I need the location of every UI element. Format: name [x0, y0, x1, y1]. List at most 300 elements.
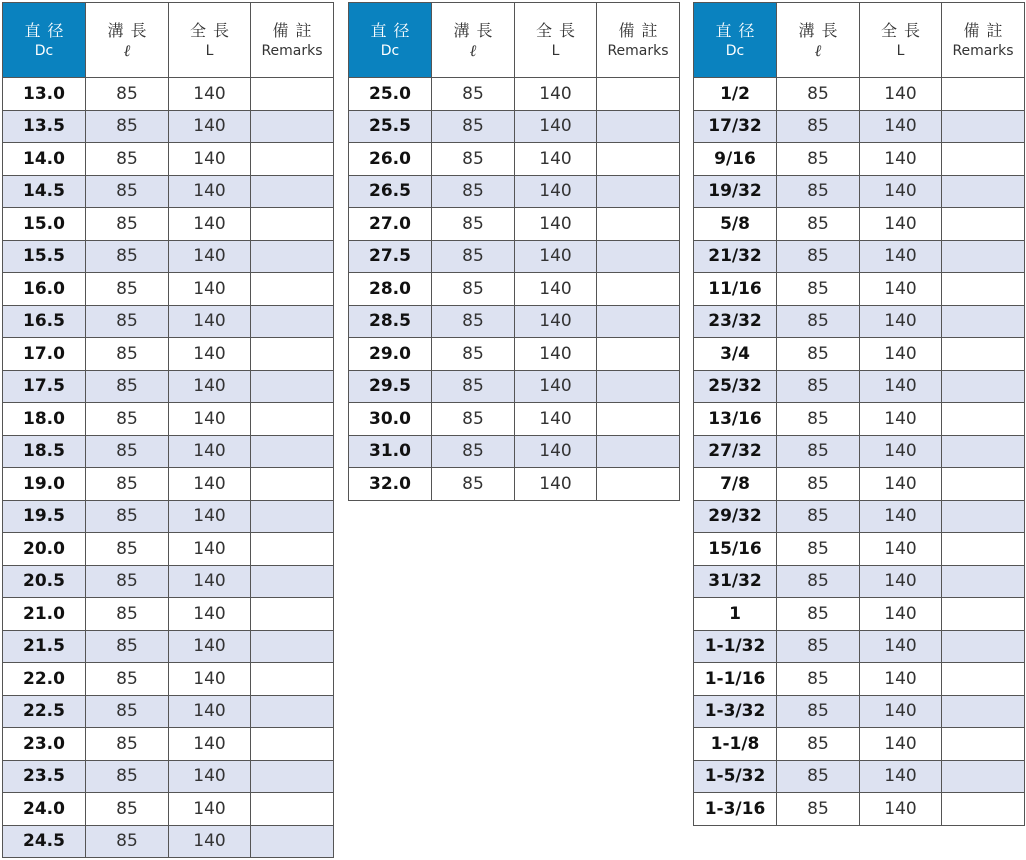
remarks-cell — [942, 403, 1025, 436]
total-length-cell: 140 — [169, 695, 251, 728]
table-row — [349, 435, 680, 468]
table-row — [3, 793, 334, 826]
flute-length-cell: 85 — [86, 825, 169, 858]
table-row — [349, 305, 680, 338]
flute-length-cell: 85 — [777, 435, 860, 468]
flute-length-cell: 85 — [86, 793, 169, 826]
table-row — [349, 273, 680, 306]
flute-length-cell: 85 — [86, 468, 169, 501]
table-row — [694, 78, 1025, 111]
diameter-cell: 1-1/8 — [694, 728, 777, 761]
flute-length-cell: 85 — [86, 208, 169, 241]
remarks-cell — [251, 208, 334, 241]
header-flute-length-jp: 溝長 — [107, 20, 154, 40]
remarks-cell — [251, 565, 334, 598]
table-row — [694, 273, 1025, 306]
flute-length-cell: 85 — [86, 500, 169, 533]
total-length-cell: 140 — [515, 468, 597, 501]
header-remarks-jp: 備註 — [272, 20, 319, 40]
diameter-cell: 19/32 — [694, 175, 777, 208]
flute-length-cell: 85 — [777, 598, 860, 631]
table-row — [3, 208, 334, 241]
remarks-cell — [251, 78, 334, 111]
total-length-cell: 140 — [860, 208, 942, 241]
table-row — [694, 728, 1025, 761]
diameter-cell: 23/32 — [694, 305, 777, 338]
header-diameter-jp: 直径 — [24, 20, 71, 40]
total-length-cell: 140 — [860, 533, 942, 566]
header-flute-length — [432, 3, 515, 78]
remarks-cell — [251, 338, 334, 371]
total-length-cell: 140 — [860, 370, 942, 403]
diameter-cell: 3/4 — [694, 338, 777, 371]
diameter-cell: 20.5 — [3, 565, 86, 598]
remarks-cell — [942, 143, 1025, 176]
flute-length-cell: 85 — [777, 793, 860, 826]
total-length-cell: 140 — [860, 338, 942, 371]
total-length-cell: 140 — [169, 273, 251, 306]
flute-length-cell: 85 — [777, 630, 860, 663]
remarks-cell — [597, 273, 680, 306]
remarks-cell — [597, 338, 680, 371]
total-length-cell: 140 — [515, 305, 597, 338]
remarks-cell — [942, 695, 1025, 728]
remarks-cell — [942, 338, 1025, 371]
remarks-cell — [942, 630, 1025, 663]
total-length-cell: 140 — [169, 500, 251, 533]
remarks-cell — [597, 403, 680, 436]
flute-length-cell: 85 — [777, 175, 860, 208]
flute-length-cell: 85 — [777, 338, 860, 371]
total-length-cell: 140 — [169, 78, 251, 111]
total-length-cell: 140 — [169, 208, 251, 241]
flute-length-cell: 85 — [86, 240, 169, 273]
header-total-length-jp: 全長 — [535, 20, 582, 40]
diameter-cell: 15.0 — [3, 208, 86, 241]
diameter-cell: 15/16 — [694, 533, 777, 566]
flute-length-cell: 85 — [86, 305, 169, 338]
flute-length-cell: 85 — [86, 565, 169, 598]
remarks-cell — [251, 598, 334, 631]
table-row — [3, 500, 334, 533]
total-length-cell: 140 — [860, 305, 942, 338]
table-row — [694, 695, 1025, 728]
total-length-cell: 140 — [515, 175, 597, 208]
diameter-cell: 15.5 — [3, 240, 86, 273]
table-row — [3, 663, 334, 696]
remarks-cell — [942, 533, 1025, 566]
header-total-length-en: L — [896, 42, 905, 59]
table-row — [694, 793, 1025, 826]
total-length-cell: 140 — [860, 598, 942, 631]
diameter-cell: 25.0 — [349, 78, 432, 111]
table-row — [694, 403, 1025, 436]
header-flute-length-jp: 溝長 — [453, 20, 500, 40]
diameter-cell: 26.5 — [349, 175, 432, 208]
flute-length-cell: 85 — [432, 305, 515, 338]
remarks-cell — [251, 403, 334, 436]
table-row — [349, 78, 680, 111]
flute-length-cell: 85 — [86, 695, 169, 728]
flute-length-cell: 85 — [86, 338, 169, 371]
diameter-cell: 21.0 — [3, 598, 86, 631]
remarks-cell — [251, 728, 334, 761]
remarks-cell — [597, 305, 680, 338]
flute-length-cell: 85 — [777, 305, 860, 338]
table-header — [349, 3, 680, 78]
diameter-cell: 25/32 — [694, 370, 777, 403]
remarks-cell — [942, 175, 1025, 208]
remarks-cell — [251, 533, 334, 566]
diameter-cell: 13/16 — [694, 403, 777, 436]
total-length-cell: 140 — [860, 793, 942, 826]
flute-length-cell: 85 — [86, 370, 169, 403]
remarks-cell — [942, 208, 1025, 241]
table-row — [3, 143, 334, 176]
remarks-cell — [251, 825, 334, 858]
diameter-cell: 16.5 — [3, 305, 86, 338]
total-length-cell: 140 — [860, 175, 942, 208]
remarks-cell — [942, 78, 1025, 111]
table-row — [3, 825, 334, 858]
flute-length-cell: 85 — [86, 143, 169, 176]
diameter-cell: 17.0 — [3, 338, 86, 371]
table-row — [3, 728, 334, 761]
diameter-cell: 23.5 — [3, 760, 86, 793]
diameter-cell: 18.5 — [3, 435, 86, 468]
diameter-cell: 27.0 — [349, 208, 432, 241]
header-remarks-en: Remarks — [607, 42, 669, 59]
remarks-cell — [597, 208, 680, 241]
diameter-cell: 31/32 — [694, 565, 777, 598]
diameter-cell: 13.0 — [3, 78, 86, 111]
flute-length-cell: 85 — [432, 143, 515, 176]
header-remarks — [597, 3, 680, 78]
table-row — [3, 338, 334, 371]
header-total-length — [515, 3, 597, 78]
table-row — [694, 565, 1025, 598]
diameter-cell: 16.0 — [3, 273, 86, 306]
total-length-cell: 140 — [169, 565, 251, 598]
diameter-cell: 21.5 — [3, 630, 86, 663]
table-row — [694, 370, 1025, 403]
remarks-cell — [251, 273, 334, 306]
flute-length-cell: 85 — [86, 598, 169, 631]
total-length-cell: 140 — [169, 468, 251, 501]
flute-length-cell: 85 — [777, 728, 860, 761]
total-length-cell: 140 — [169, 403, 251, 436]
remarks-cell — [597, 143, 680, 176]
flute-length-cell: 85 — [777, 663, 860, 696]
total-length-cell: 140 — [515, 370, 597, 403]
diameter-cell: 30.0 — [349, 403, 432, 436]
diameter-cell: 19.5 — [3, 500, 86, 533]
total-length-cell: 140 — [860, 273, 942, 306]
total-length-cell: 140 — [515, 208, 597, 241]
remarks-cell — [251, 630, 334, 663]
remarks-cell — [597, 468, 680, 501]
table-row — [694, 338, 1025, 371]
table-row — [3, 533, 334, 566]
table-row — [3, 78, 334, 111]
remarks-cell — [251, 663, 334, 696]
flute-length-cell: 85 — [777, 500, 860, 533]
header-flute-length — [86, 3, 169, 78]
flute-length-cell: 85 — [86, 760, 169, 793]
total-length-cell: 140 — [860, 728, 942, 761]
total-length-cell: 140 — [515, 273, 597, 306]
table-body — [349, 78, 680, 501]
table-row — [694, 175, 1025, 208]
flute-length-cell: 85 — [432, 208, 515, 241]
flute-length-cell: 85 — [86, 273, 169, 306]
flute-length-cell: 85 — [777, 273, 860, 306]
total-length-cell: 140 — [515, 110, 597, 143]
diameter-cell: 28.0 — [349, 273, 432, 306]
diameter-cell: 11/16 — [694, 273, 777, 306]
remarks-cell — [597, 435, 680, 468]
table-row — [3, 273, 334, 306]
total-length-cell: 140 — [169, 728, 251, 761]
total-length-cell: 140 — [515, 338, 597, 371]
flute-length-cell: 85 — [432, 273, 515, 306]
table-row — [694, 500, 1025, 533]
total-length-cell: 140 — [515, 78, 597, 111]
flute-length-cell: 85 — [777, 78, 860, 111]
diameter-cell: 32.0 — [349, 468, 432, 501]
diameter-cell: 29.0 — [349, 338, 432, 371]
table-row — [694, 468, 1025, 501]
header-diameter-en: Dc — [34, 42, 54, 59]
table-row — [3, 240, 334, 273]
table-row — [694, 533, 1025, 566]
diameter-cell: 28.5 — [349, 305, 432, 338]
flute-length-cell: 85 — [432, 403, 515, 436]
table-row — [349, 175, 680, 208]
table-row — [694, 143, 1025, 176]
table-row — [349, 208, 680, 241]
remarks-cell — [597, 78, 680, 111]
flute-length-cell: 85 — [86, 78, 169, 111]
diameter-cell: 22.5 — [3, 695, 86, 728]
diameter-cell: 7/8 — [694, 468, 777, 501]
flute-length-cell: 85 — [432, 435, 515, 468]
diameter-cell: 13.5 — [3, 110, 86, 143]
diameter-cell: 24.5 — [3, 825, 86, 858]
total-length-cell: 140 — [169, 110, 251, 143]
table-row — [3, 370, 334, 403]
size-table-inch — [693, 2, 1025, 826]
total-length-cell: 140 — [860, 760, 942, 793]
remarks-cell — [251, 143, 334, 176]
diameter-cell: 24.0 — [3, 793, 86, 826]
table-row — [694, 305, 1025, 338]
flute-length-cell: 85 — [432, 78, 515, 111]
total-length-cell: 140 — [515, 435, 597, 468]
diameter-cell: 1-5/32 — [694, 760, 777, 793]
flute-length-cell: 85 — [777, 468, 860, 501]
flute-length-cell: 85 — [86, 630, 169, 663]
header-total-length-en: L — [205, 42, 214, 59]
table-row — [3, 598, 334, 631]
remarks-cell — [251, 110, 334, 143]
total-length-cell: 140 — [515, 403, 597, 436]
diameter-cell: 21/32 — [694, 240, 777, 273]
remarks-cell — [597, 175, 680, 208]
total-length-cell: 140 — [169, 305, 251, 338]
remarks-cell — [251, 175, 334, 208]
remarks-cell — [251, 305, 334, 338]
flute-length-cell: 85 — [777, 143, 860, 176]
header-flute-length-en: ℓ — [469, 40, 477, 60]
remarks-cell — [251, 240, 334, 273]
total-length-cell: 140 — [860, 565, 942, 598]
table-row — [349, 468, 680, 501]
table-row — [3, 110, 334, 143]
total-length-cell: 140 — [169, 630, 251, 663]
flute-length-cell: 85 — [777, 370, 860, 403]
table-row — [694, 240, 1025, 273]
remarks-cell — [251, 793, 334, 826]
header-remarks — [251, 3, 334, 78]
remarks-cell — [942, 760, 1025, 793]
header-remarks-en: Remarks — [952, 42, 1014, 59]
header-diameter-jp: 直径 — [715, 20, 762, 40]
header-remarks-jp: 備註 — [963, 20, 1010, 40]
remarks-cell — [251, 760, 334, 793]
table-row — [3, 305, 334, 338]
diameter-cell: 17.5 — [3, 370, 86, 403]
remarks-cell — [597, 240, 680, 273]
remarks-cell — [942, 110, 1025, 143]
table-row — [694, 630, 1025, 663]
remarks-cell — [251, 500, 334, 533]
table-row — [3, 695, 334, 728]
diameter-cell: 25.5 — [349, 110, 432, 143]
diameter-cell: 1-1/16 — [694, 663, 777, 696]
table-row — [349, 403, 680, 436]
flute-length-cell: 85 — [432, 110, 515, 143]
flute-length-cell: 85 — [432, 338, 515, 371]
header-diameter-en: Dc — [380, 42, 400, 59]
total-length-cell: 140 — [860, 630, 942, 663]
total-length-cell: 140 — [169, 435, 251, 468]
flute-length-cell: 85 — [86, 403, 169, 436]
diameter-cell: 27.5 — [349, 240, 432, 273]
total-length-cell: 140 — [169, 793, 251, 826]
flute-length-cell: 85 — [432, 240, 515, 273]
diameter-cell: 9/16 — [694, 143, 777, 176]
table-row — [694, 110, 1025, 143]
header-diameter — [694, 3, 777, 78]
header-flute-length-en: ℓ — [123, 40, 131, 60]
remarks-cell — [942, 370, 1025, 403]
diameter-cell: 1-3/16 — [694, 793, 777, 826]
remarks-cell — [942, 793, 1025, 826]
table-row — [3, 630, 334, 663]
header-remarks — [942, 3, 1025, 78]
diameter-cell: 19.0 — [3, 468, 86, 501]
table-body — [3, 78, 334, 858]
total-length-cell: 140 — [860, 500, 942, 533]
header-total-length-jp: 全長 — [189, 20, 236, 40]
diameter-cell: 1 — [694, 598, 777, 631]
flute-length-cell: 85 — [777, 403, 860, 436]
table-row — [694, 760, 1025, 793]
diameter-cell: 22.0 — [3, 663, 86, 696]
diameter-cell: 1/2 — [694, 78, 777, 111]
remarks-cell — [942, 305, 1025, 338]
header-total-length-jp: 全長 — [880, 20, 927, 40]
table-row — [694, 598, 1025, 631]
total-length-cell: 140 — [860, 110, 942, 143]
remarks-cell — [942, 273, 1025, 306]
header-total-length — [860, 3, 942, 78]
total-length-cell: 140 — [860, 435, 942, 468]
header-flute-length-jp: 溝長 — [798, 20, 845, 40]
remarks-cell — [251, 370, 334, 403]
header-diameter-jp: 直径 — [370, 20, 417, 40]
flute-length-cell: 85 — [777, 533, 860, 566]
header-diameter-en: Dc — [725, 42, 745, 59]
diameter-cell: 29/32 — [694, 500, 777, 533]
total-length-cell: 140 — [860, 403, 942, 436]
remarks-cell — [942, 240, 1025, 273]
total-length-cell: 140 — [860, 240, 942, 273]
diameter-cell: 1-3/32 — [694, 695, 777, 728]
header-flute-length — [777, 3, 860, 78]
table-header — [694, 3, 1025, 78]
total-length-cell: 140 — [860, 663, 942, 696]
total-length-cell: 140 — [169, 338, 251, 371]
diameter-cell: 31.0 — [349, 435, 432, 468]
diameter-cell: 14.0 — [3, 143, 86, 176]
table-row — [3, 760, 334, 793]
total-length-cell: 140 — [169, 175, 251, 208]
flute-length-cell: 85 — [777, 695, 860, 728]
flute-length-cell: 85 — [432, 175, 515, 208]
total-length-cell: 140 — [169, 370, 251, 403]
total-length-cell: 140 — [169, 663, 251, 696]
remarks-cell — [942, 435, 1025, 468]
total-length-cell: 140 — [860, 78, 942, 111]
total-length-cell: 140 — [169, 760, 251, 793]
flute-length-cell: 85 — [777, 110, 860, 143]
total-length-cell: 140 — [515, 143, 597, 176]
flute-length-cell: 85 — [86, 110, 169, 143]
table-row — [349, 370, 680, 403]
table-row — [3, 565, 334, 598]
header-diameter — [349, 3, 432, 78]
total-length-cell: 140 — [169, 825, 251, 858]
remarks-cell — [251, 468, 334, 501]
remarks-cell — [942, 663, 1025, 696]
table-row — [349, 110, 680, 143]
diameter-cell: 23.0 — [3, 728, 86, 761]
remarks-cell — [251, 435, 334, 468]
header-flute-length-en: ℓ — [814, 40, 822, 60]
table-row — [349, 240, 680, 273]
flute-length-cell: 85 — [777, 208, 860, 241]
flute-length-cell: 85 — [432, 370, 515, 403]
table-row — [3, 403, 334, 436]
flute-length-cell: 85 — [86, 175, 169, 208]
header-remarks-en: Remarks — [261, 42, 323, 59]
diameter-cell: 29.5 — [349, 370, 432, 403]
remarks-cell — [942, 565, 1025, 598]
total-length-cell: 140 — [860, 468, 942, 501]
flute-length-cell: 85 — [777, 760, 860, 793]
